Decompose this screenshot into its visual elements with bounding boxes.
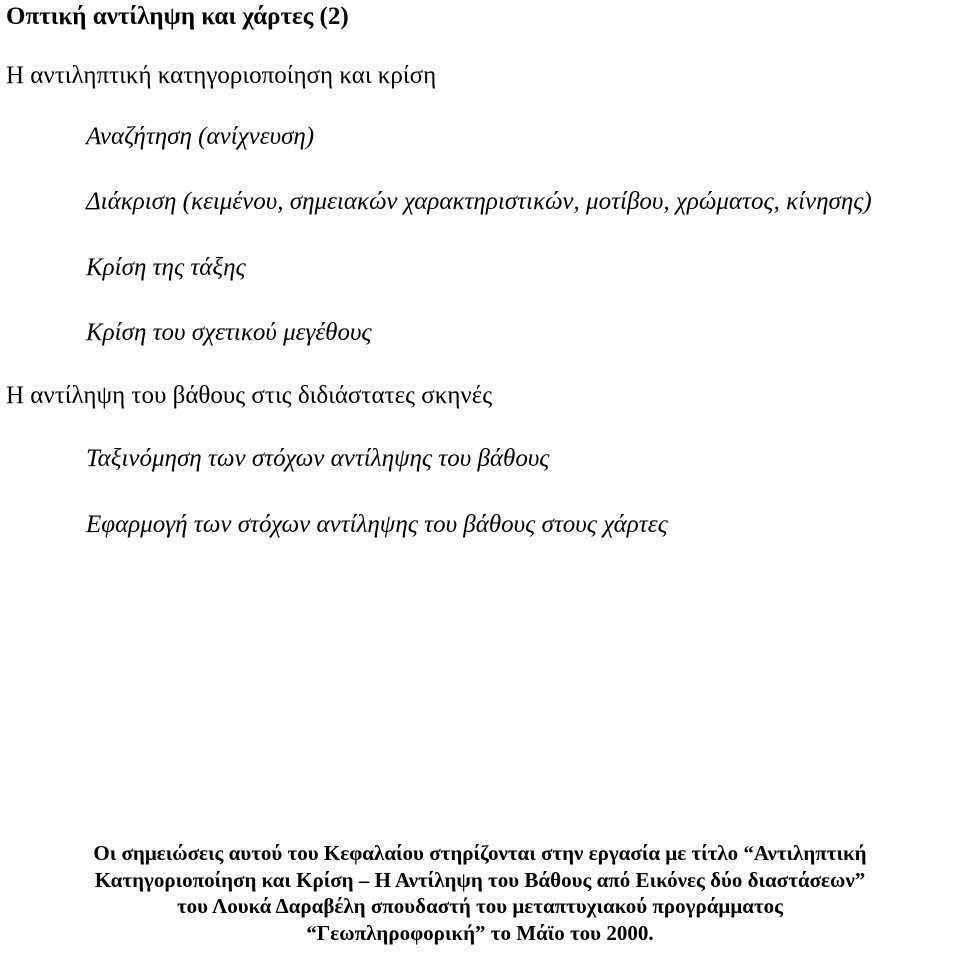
list-item-relative-size-judgment: Κρίση του σχετικού μεγέθους [86,319,372,346]
section-heading-perceptual-categorization: Η αντιληπτική κατηγοριοποίηση και κρίση [6,62,437,89]
footnote-line: Οι σημειώσεις αυτού του Κεφαλαίου στηρίζονται στην εργασία με τίτλο “Αντιληπτική [93,841,867,865]
list-item-depth-cue-application: Εφαρμογή των στόχων αντίληψης του βάθους στους χάρτες [86,511,668,538]
list-item-order-judgment: Κρίση της τάξης [86,254,246,281]
footnote [0,840,960,946]
section-heading-depth-perception: Η αντίληψη του βάθους στις διδιάστατες σκηνές [6,382,493,409]
page-title: Οπτική αντίληψη και χάρτες (2) [6,3,349,30]
footnote-line: του Λουκά Δαραβέλη σπουδαστή του μεταπτυχιακού προγράμματος [176,894,783,918]
footnote-line: “Γεωπληροφορική” το Μάϊο του 2000. [306,920,654,945]
list-item-depth-cue-classification: Ταξινόμηση των στόχων αντίληψης του βάθους [86,445,550,472]
list-item-search: Αναζήτηση (ανίχνευση) [86,123,315,150]
footnote-line: Κατηγοριοποίηση και Κρίση – Η Αντίληψη του Βάθους από Εικόνες δύο διαστάσεων” [94,867,866,892]
list-item-discrimination: Διάκριση (κειμένου, σημειακών χαρακτηριστικών, μοτίβου, χρώματος, κίνησης) [86,188,872,215]
